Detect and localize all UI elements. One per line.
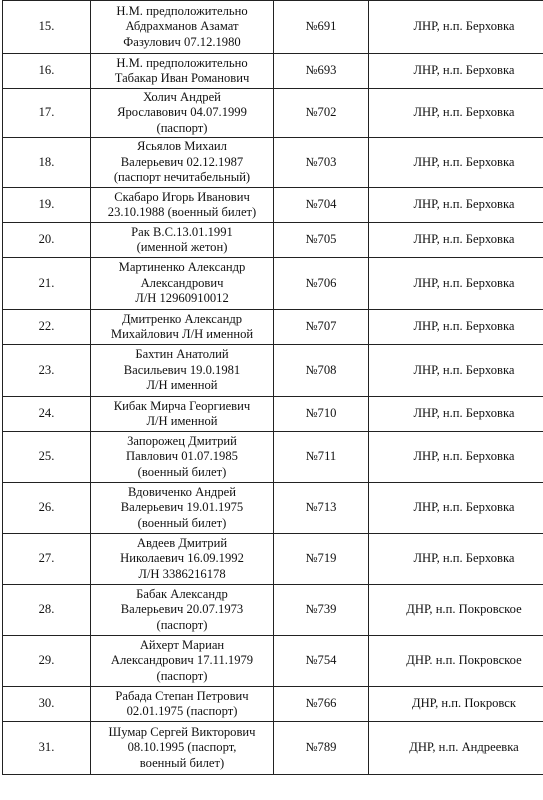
person-description (91, 585, 274, 636)
person-description-line: (паспорт) (156, 617, 208, 632)
row-number: 31. (3, 722, 91, 775)
person-description-line: Запорожец Дмитрий (127, 433, 237, 448)
person-description-line: Ярославович 04.07.1999 (117, 105, 247, 120)
person-description-line: 23.10.1988 (военный билет) (107, 205, 257, 219)
record-number: №789 (274, 722, 369, 775)
person-description-line: Л/Н 12960910012 (135, 291, 229, 306)
location: ЛНР, н.п. Берховка (369, 138, 543, 188)
record-number: №706 (274, 258, 369, 310)
person-description-line: Александрович (140, 275, 224, 290)
person-description (91, 345, 274, 397)
person-description-line: Дмитренко Александр (121, 311, 243, 326)
row-number: 17. (3, 89, 91, 138)
row-number: 16. (3, 54, 91, 89)
person-description-line: Л/Н именной (146, 378, 218, 393)
record-number: №704 (274, 188, 369, 223)
row-number: 27. (3, 534, 91, 585)
table-row (3, 534, 543, 585)
person-description (91, 483, 274, 534)
person-description-line: (паспорт нечитабельный) (113, 170, 251, 185)
person-description (91, 397, 274, 432)
person-description-line: Вдовиченко Андрей (128, 484, 236, 499)
person-description-line: Н.М. предположительно (116, 55, 248, 70)
table-row (3, 138, 543, 188)
person-description-line: Валерьевич 02.12.1987 (120, 154, 244, 169)
records-table-body (3, 1, 543, 775)
location: ЛНР, н.п. Берховка (369, 345, 543, 397)
person-description-line: Павлович 01.07.1985 (126, 449, 238, 464)
person-description (91, 1, 274, 54)
person-description-line: Михайлович Л/Н именной (110, 327, 254, 341)
table-row (3, 54, 543, 89)
table-row (3, 636, 543, 687)
record-number: №708 (274, 345, 369, 397)
location: ЛНР, н.п. Берховка (369, 310, 543, 345)
person-description-line: 08.10.1995 (паспорт, (127, 740, 237, 755)
person-description (91, 54, 274, 89)
person-description-line: Айхерт Мариан (139, 637, 225, 652)
row-number: 26. (3, 483, 91, 534)
table-row (3, 483, 543, 534)
row-number: 24. (3, 397, 91, 432)
location: ЛНР, н.п. Берховка (369, 534, 543, 585)
person-description-line: Васильевич 19.0.1981 (123, 362, 241, 377)
table-row (3, 687, 543, 722)
person-description-line: Александрович 17.11.1979 (110, 653, 254, 668)
table-row (3, 223, 543, 258)
person-description (91, 636, 274, 687)
location: ДНР. н.п. Покровское (369, 636, 543, 687)
location: ДНР, н.п. Покровск (369, 687, 543, 722)
person-description (91, 432, 274, 483)
table-row (3, 310, 543, 345)
person-description-line: Кибак Мирча Георгиевич (113, 398, 251, 413)
person-description-line: Рабада Степан Петрович (115, 688, 249, 703)
person-description (91, 138, 274, 188)
person-description-line: Скабаро Игорь Иванович (114, 189, 250, 204)
person-description-line: Шумар Сергей Викторович (108, 724, 256, 739)
person-description (91, 310, 274, 345)
person-description (91, 534, 274, 585)
location: ЛНР, н.п. Берховка (369, 89, 543, 138)
row-number: 30. (3, 687, 91, 722)
row-number: 21. (3, 258, 91, 310)
row-number: 28. (3, 585, 91, 636)
table-row (3, 585, 543, 636)
person-description-line: Бахтин Анатолий (135, 347, 229, 362)
location: ЛНР, н.п. Берховка (369, 258, 543, 310)
row-number: 22. (3, 310, 91, 345)
person-description-line: Валерьевич 20.07.1973 (120, 602, 244, 617)
record-number: №710 (274, 397, 369, 432)
record-number: №739 (274, 585, 369, 636)
location: ЛНР, н.п. Берховка (369, 397, 543, 432)
person-description-line: (военный билет) (137, 464, 227, 479)
row-number: 29. (3, 636, 91, 687)
person-description (91, 722, 274, 775)
record-number: №719 (274, 534, 369, 585)
location: ЛНР, н.п. Берховка (369, 54, 543, 89)
record-number: №703 (274, 138, 369, 188)
records-table (2, 0, 543, 775)
record-number: №713 (274, 483, 369, 534)
record-number: №766 (274, 687, 369, 722)
person-description-line: Табакар Иван Романович (114, 71, 250, 85)
person-description-line: Холич Андрей (143, 89, 221, 104)
row-number: 20. (3, 223, 91, 258)
person-description-line: Ясьялов Михаил (137, 139, 227, 154)
record-number: №702 (274, 89, 369, 138)
table-row (3, 397, 543, 432)
location: ЛНР, н.п. Берховка (369, 223, 543, 258)
table-row (3, 188, 543, 223)
table-row (3, 89, 543, 138)
row-number: 25. (3, 432, 91, 483)
person-description-line: Мартиненко Александр (118, 260, 246, 275)
table-row (3, 258, 543, 310)
table-row (3, 1, 543, 54)
record-number: №707 (274, 310, 369, 345)
person-description (91, 188, 274, 223)
person-description-line: (военный билет) (137, 515, 227, 530)
person-description-line: военный билет) (139, 755, 225, 770)
person-description-line: Л/Н именной (146, 414, 218, 428)
table-row (3, 432, 543, 483)
person-description-line: Валерьевич 19.01.1975 (120, 500, 244, 515)
person-description-line: (именной жетон) (136, 240, 228, 254)
record-number: №691 (274, 1, 369, 54)
location: ЛНР, н.п. Берховка (369, 432, 543, 483)
person-description-line: (паспорт) (156, 120, 208, 135)
table-row (3, 345, 543, 397)
location: ЛНР, н.п. Берховка (369, 188, 543, 223)
row-number: 15. (3, 1, 91, 54)
location: ЛНР, н.п. Берховка (369, 1, 543, 54)
location: ЛНР, н.п. Берховка (369, 483, 543, 534)
record-number: №711 (274, 432, 369, 483)
row-number: 18. (3, 138, 91, 188)
person-description-line: Н.М. предположительно (116, 3, 248, 18)
record-number: №693 (274, 54, 369, 89)
person-description-line: 02.01.1975 (паспорт) (126, 704, 238, 718)
record-number: №754 (274, 636, 369, 687)
person-description-line: Авдеев Дмитрий (136, 535, 228, 550)
person-description-line: Николаевич 16.09.1992 (120, 551, 244, 566)
record-number: №705 (274, 223, 369, 258)
person-description (91, 223, 274, 258)
person-description-line: (паспорт) (156, 668, 208, 683)
row-number: 19. (3, 188, 91, 223)
person-description-line: Абдрахманов Азамат (125, 19, 239, 34)
location: ДНР, н.п. Покровское (369, 585, 543, 636)
person-description-line: Рак В.С.13.01.1991 (131, 224, 233, 239)
person-description (91, 258, 274, 310)
row-number: 23. (3, 345, 91, 397)
person-description-line: Бабак Александр (136, 586, 228, 601)
location: ДНР, н.п. Андреевка (369, 722, 543, 775)
person-description-line: Л/Н 3386216178 (138, 566, 226, 581)
person-description-line: Фазулович 07.12.1980 (123, 34, 241, 49)
person-description (91, 89, 274, 138)
person-description (91, 687, 274, 722)
table-row (3, 722, 543, 775)
